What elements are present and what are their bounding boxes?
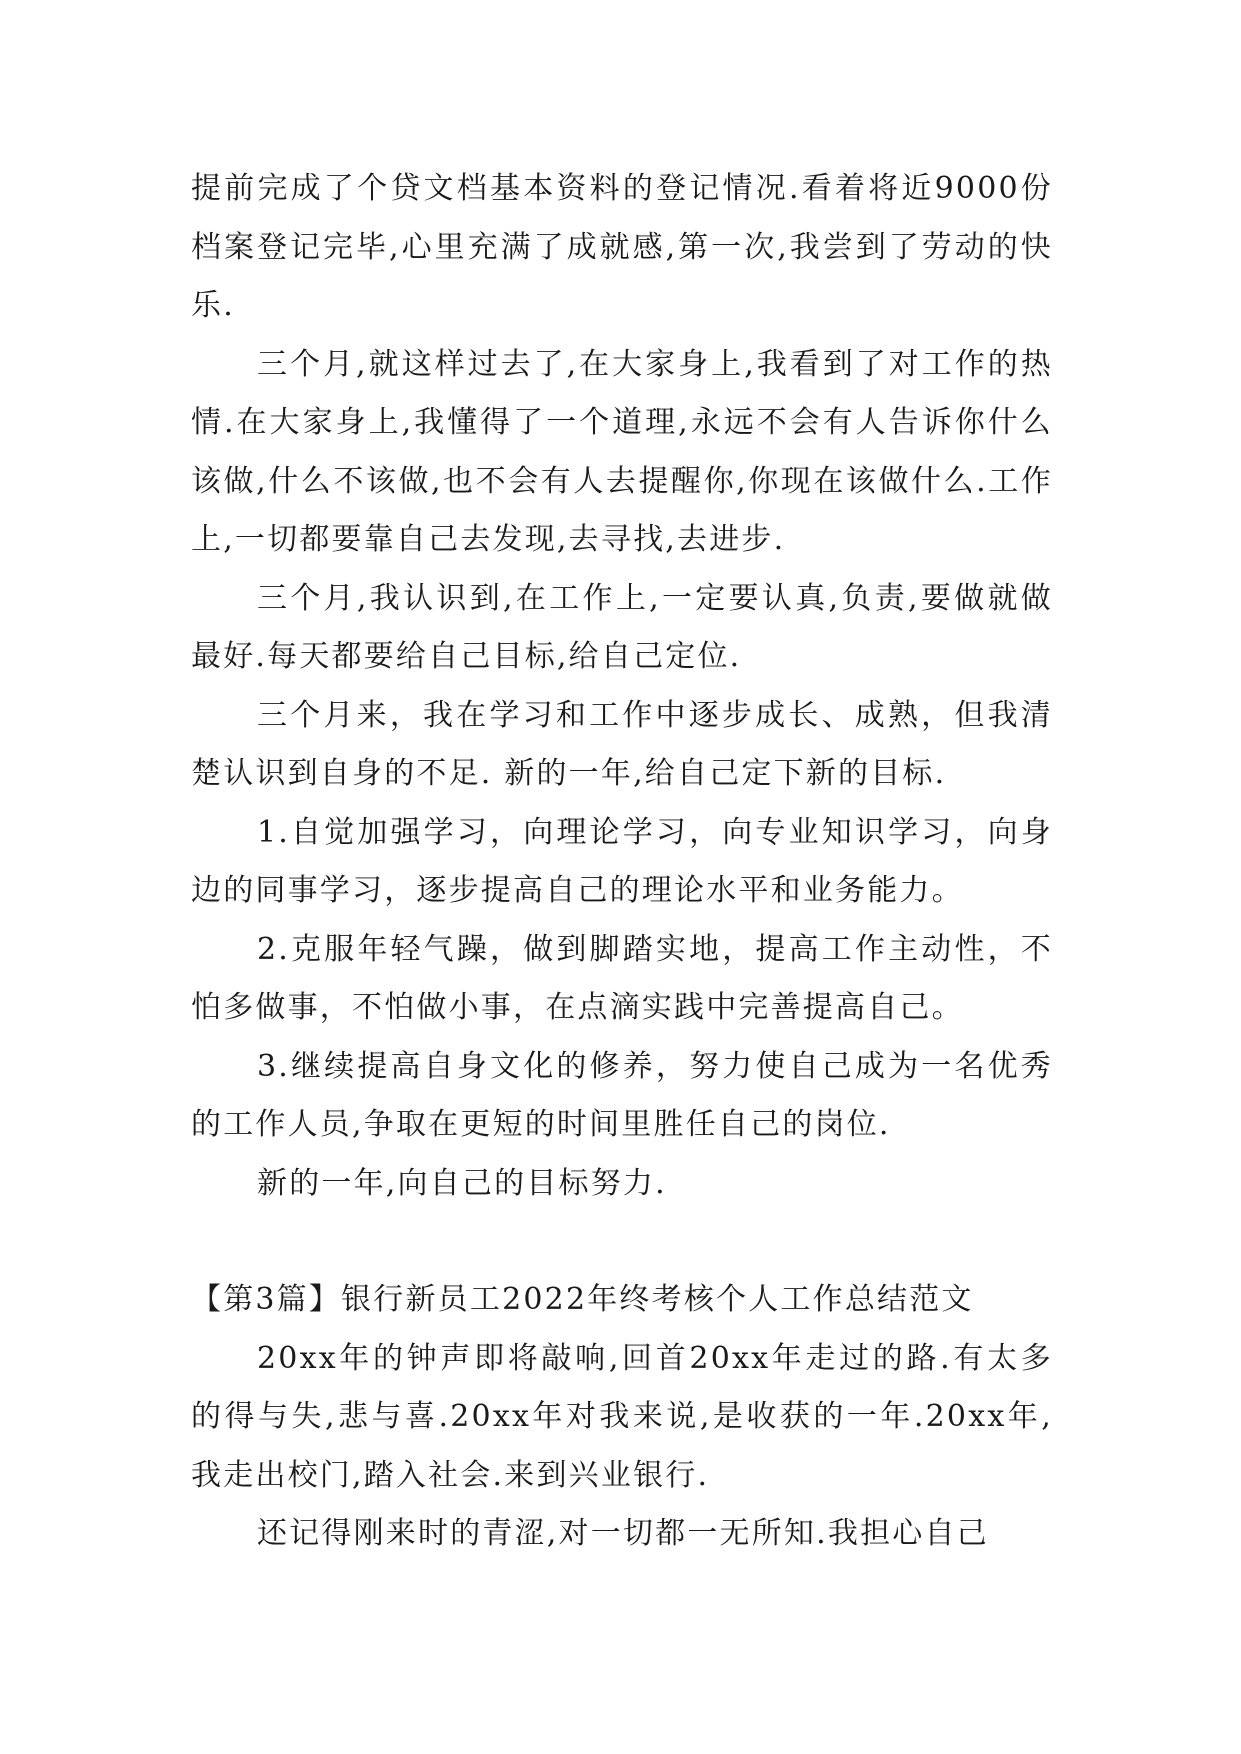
- paragraph-three-months-passed: 三个月,就这样过去了,在大家身上,我看到了对工作的热情.在大家身上,我懂得了一个道理,永远不会有人告诉你什么该做,什么不该做,也不会有人去提醒你,你现在该做什么.工作上,一切都要靠自己去发现,去寻找,去进步.: [191, 346, 1053, 557]
- goal-item-2: 2.克服年轻气躁，做到脚踏实地，提高工作主动性，不怕多做事，不怕做小事，在点滴实践中完善提高自己。: [191, 931, 1053, 1025]
- document-page: [191, 160, 1053, 1564]
- paragraph-bell-ringing: 20xx年的钟声即将敲响,回首20xx年走过的路.有太多的得与失,悲与喜.20xx年对我来说,是收获的一年.20xx年,我走出校门,踏入社会.来到兴业银行.: [191, 1340, 1053, 1493]
- paragraph-continued: 提前完成了个贷文档基本资料的登记情况.看着将近9000份档案登记完毕,心里充满了成就感,第一次,我尝到了劳动的快乐.: [191, 171, 1053, 323]
- paragraph-three-months-growth: 三个月来，我在学习和工作中逐步成长、成熟，但我清楚认识到自身的不足. 新的一年,给自己定下新的目标.: [191, 697, 1053, 791]
- paragraph-remember-first-days: 还记得刚来时的青涩,对一切都一无所知.我担心自己: [257, 1516, 989, 1551]
- paragraph-new-year: 新的一年,向自己的目标努力.: [257, 1165, 667, 1201]
- goal-item-1: 1.自觉加强学习，向理论学习，向专业知识学习，向身边的同事学习，逐步提高自己的理论水平和业务能力。: [191, 814, 1053, 908]
- paragraph-three-months-realized: 三个月,我认识到,在工作上,一定要认真,负责,要做就做最好.每天都要给自己目标,给自己定位.: [191, 580, 1053, 674]
- section-heading: 【第3篇】银行新员工2022年终考核个人工作总结范文: [191, 1282, 974, 1317]
- section-spacer: [191, 1213, 1053, 1271]
- goal-item-3: 3.继续提高自身文化的修养，努力使自己成为一名优秀的工作人员,争取在更短的时间里胜任自己的岗位.: [191, 1048, 1053, 1142]
